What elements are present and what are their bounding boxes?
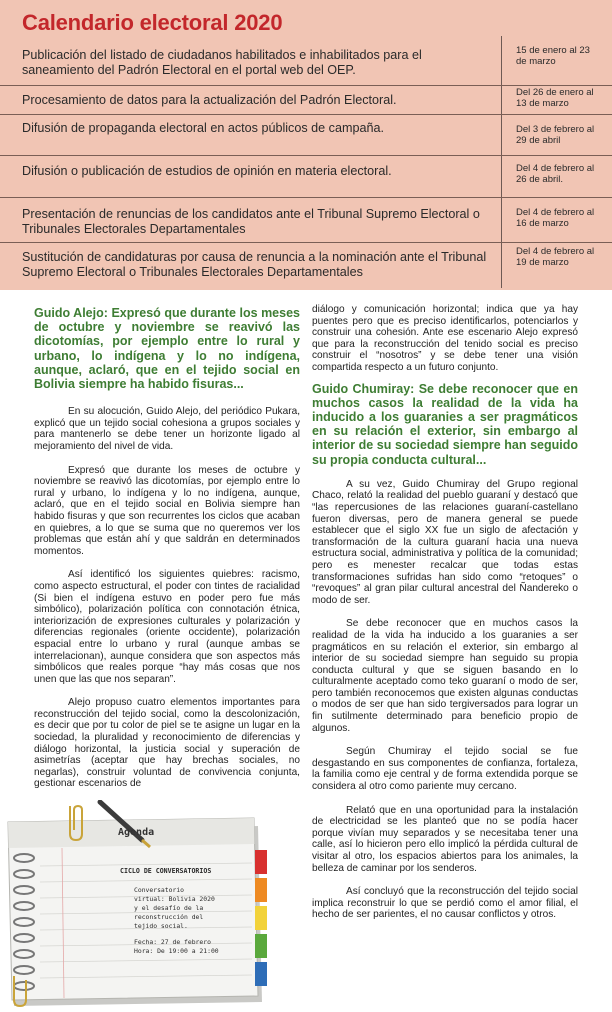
calendar-activity: Difusión de propaganda electoral en actos públicos de campaña.: [22, 121, 384, 135]
agenda-desc: virtual: Bolivia 2020: [134, 895, 215, 903]
electoral-calendar: [0, 0, 612, 290]
calendar-activity: Procesamiento de datos para la actualización del Padrón Electoral.: [22, 93, 397, 107]
paragraph: Se debe reconocer que en muchos casos la realidad de la vida ha inducido a los guaranies a ser pragmáticos en su relación el exterior, sin embargo al interior de su sociedad siempre han seguido su propia conducta cultural y que se siguen basando en lo culturalmente aceptado como teko guaraní o modo de ser, pero también reconocemos que existen algunas conductas o modos de ser que han sido tergiversados para lograr un fin sutilmente determinado para beneficio propio de algunos.: [312, 618, 578, 734]
article-left-column: [34, 306, 300, 790]
agenda-illustration: [0, 800, 292, 1008]
calendar-activity: Publicación del listado de ciudadanos habilitados e inhabilitados para el saneamiento del Padrón Electoral en el portal web del OEP.: [22, 48, 422, 77]
tab-red: [255, 850, 267, 874]
agenda-desc: tejido social.: [134, 922, 188, 930]
paragraph: En su alocución, Guido Alejo, del periódico Pukara, explicó que un tejido social cohesiona a grupos sociales y para mantenerlo se debe tener un horizonte ligado al mejoramiento del nivel de vida.: [34, 406, 300, 452]
tab-orange: [255, 878, 267, 902]
calendar-activity: Sustitución de candidaturas por causa de renuncia a la nominación ante el Tribunal Supremo Electoral o Tribunales Electorales Departamentales: [22, 250, 487, 279]
agenda-event-title: CICLO DE CONVERSATORIOS: [120, 867, 212, 875]
calendar-activity: Difusión o publicación de estudios de opinión en materia electoral.: [22, 164, 392, 178]
calendar-dates: Del 4 de febrero al 19 de marzo: [516, 246, 595, 268]
paragraph: Así concluyó que la reconstrucción del tejido social implica reconstruir lo que se perdió como el amor filial, el hecho de ser parientes, el no causar conflictos y otros.: [312, 886, 578, 921]
agenda-time: Hora: De 19:00 a 21:00: [134, 947, 219, 955]
article-right-column: [312, 304, 578, 921]
paragraph: Relató que en una oportunidad para la instalación de electricidad se les planteó que no se podía hacer porque vivían muy separados y se necesitaba tener una calle, así lo hicieron pero ello implicó la pérdida cultural de visitar al otro, los espacios abiertos para los animales, la belleza de caminar por los senderos.: [312, 804, 578, 874]
agenda-heading: Agenda: [118, 827, 155, 838]
row-divider: [0, 85, 612, 86]
calendar-dates: Del 3 de febrero al 29 de abril: [516, 124, 595, 146]
calendar-dates: Del 4 de febrero al 26 de abril.: [516, 163, 595, 185]
paragraph-continued: diálogo y comunicación horizontal; indica que ya hay puentes pero que es preciso identificarlos, potenciarlos y construir una cohesión. Ante ese escenario Alejo expresó que para la reconstrucción del tenido social es preciso construir el “nosotros” y se debe tener una visión compartida respecto a un futuro conjunto.: [312, 304, 578, 373]
row-divider: [0, 242, 612, 243]
agenda-desc: reconstrucción del: [134, 913, 204, 921]
calendar-dates: Del 4 de febrero al 16 de marzo: [516, 207, 595, 229]
agenda-date: Fecha: 27 de febrero: [134, 938, 211, 946]
calendar-column-divider: [501, 36, 502, 288]
calendar-dates: 15 de enero al 23 de marzo: [516, 45, 590, 67]
paragraph: Expresó que durante los meses de octubre y noviembre se reavivó las dicotomías, por ejemplo entre lo rural y urbano, lo indígena y lo no indígena, aunque, aclaró, que en el tejido social en Bolivia siempre han habido fisuras y que son recurrentes los ciclos que acaban en quiebres, a lo que se suma que no queremos ver los problemas que están ahí y que saldrán en determinados momentos.: [34, 464, 300, 557]
paragraph: A su vez, Guido Chumiray del Grupo regional Chaco, relató la realidad del pueblo guaraní y destacó que “las repercusiones de las relaciones guaraní-castellano fueron diversas, pero de manera general se puede establecer que el siglo XX fue un siglo de afectación y transformación de la cultura guaraní hacia una nueva estructura social, administrativa y política de la comunidad; pero es menester recalcar que todas estas transformaciones sufridas han sido como “retoques” o “revoques” al gran pilar cultural ancestral del Ñandereko o modo de ser.: [312, 478, 578, 606]
row-divider: [0, 114, 612, 115]
agenda-desc: y el desafío de la: [134, 904, 204, 912]
calendar-dates: Del 26 de enero al 13 de marzo: [516, 87, 594, 109]
paragraph: Alejo propuso cuatro elementos importantes para reconstrucción del tejido social, como la descolonización, es decir que por tu color de piel se te asigne un lugar en la sociedad, la pluralidad y reconocimiento de diferencias y diálogo horizontal, la justicia social y superación de asimetrías (aceptar que hay brechas sociales, no negarlas), construir voluntad de convivencia conjunta, gestionar escenarios de: [34, 697, 300, 790]
row-divider: [0, 197, 612, 198]
tab-green: [255, 934, 267, 958]
chumiray-lead: Guido Chumiray: Se debe reconocer que en muchos casos la realidad de la vida ha inducido a los guaranies a ser pragmáticos en su relación el exterior, sin embargo al interior de su sociedad siempre han seguido su propia conducta cultural...: [312, 381, 578, 467]
tab-yellow: [255, 906, 267, 930]
alejo-lead: Guido Alejo: Expresó que durante los meses de octubre y noviembre se reavivó las dicotomías, por ejemplo entre lo rural y urbano, lo indígena y lo no indígena, aunque, aclaró, que en el tejido social en Bolivia siempre ha habido fisuras...: [34, 306, 300, 392]
row-divider: [0, 155, 612, 156]
calendar-activity: Presentación de renuncias de los candidatos ante el Tribunal Supremo Electoral o Tribunales Electorales Departamentales: [22, 207, 480, 236]
calendar-title: Calendario electoral 2020: [22, 10, 283, 35]
tab-blue: [255, 962, 267, 986]
notebook-illustration: [0, 800, 292, 1008]
paragraph: Así identificó los siguientes quiebres: racismo, como aspecto estructural, el poder con tintes de racialidad (Si bien el indígena estuvo en poder pero fue más simbólico), polarización política con connotación étnica, interiorización de expresiones culturales y polarización y diferencias regionales (oriente occidente), polarización espacial entre lo urbano y rural (aunque ambas se interrelacionan), aunque considera que son aspectos más simbólicos que reales porque “hay más cosas que nos unen que las que nos separan”.: [34, 569, 300, 685]
agenda-desc: Conversatorio: [134, 886, 185, 894]
paragraph: Según Chumiray el tejido social se fue desgastando en sus componentes de confianza, fortaleza, la familia como eje central y de forma extendida porque se considera al otro como pariente muy cercano.: [312, 746, 578, 793]
